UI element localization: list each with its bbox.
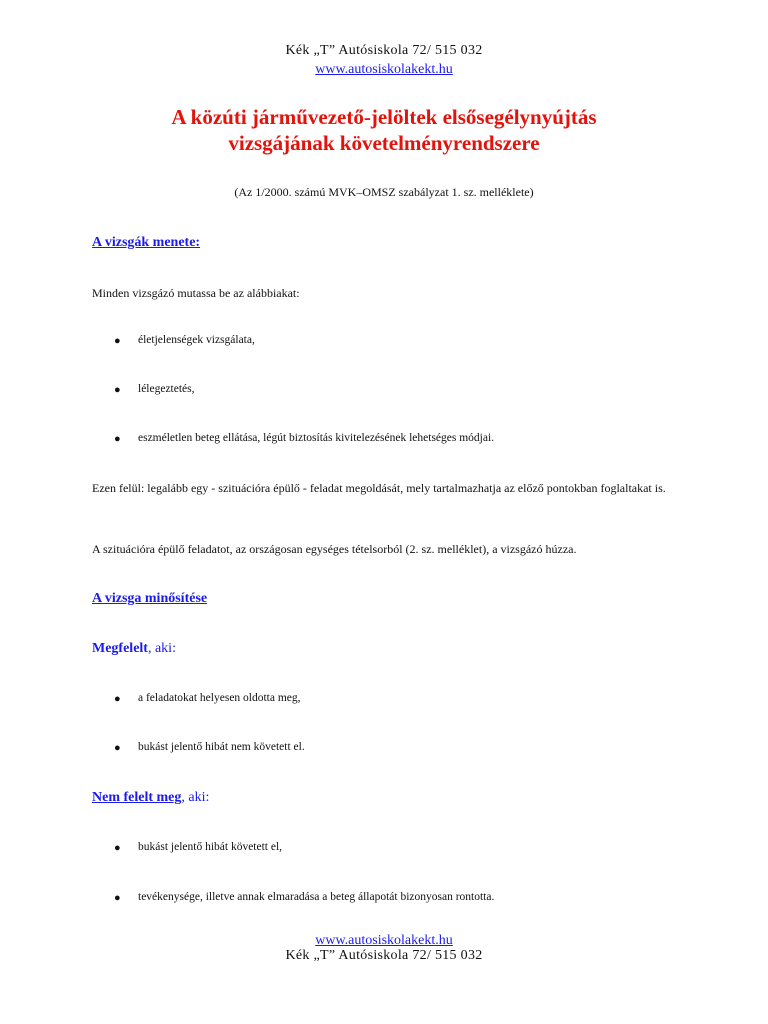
footer-website-container bbox=[0, 931, 768, 949]
grade-failed-label: Nem felelt meg bbox=[92, 790, 182, 805]
list-item: bukást jelentő hibát követett el, bbox=[138, 841, 283, 853]
document-title bbox=[0, 104, 768, 156]
list-item: eszméletlen beteg ellátása, légút biztosítás kivitelezésének lehetséges módjai. bbox=[138, 432, 495, 444]
list-item: tevékenysége, illetve annak elmaradása a beteg állapotát bizonyosan rontotta. bbox=[138, 891, 495, 903]
section-heading-exam-grading: A vizsga minősítése bbox=[92, 591, 208, 606]
grade-failed-heading bbox=[92, 790, 209, 806]
bullet-icon: ● bbox=[114, 892, 121, 904]
header-website-link[interactable]: www.autosiskolakekt.hu bbox=[315, 62, 453, 77]
document-subtitle: (Az 1/2000. számú MVK–OMSZ szabályzat 1. sz. melléklete) bbox=[234, 185, 534, 199]
title-line-1: A közúti járművezető-jelöltek elsősegélynyújtás bbox=[171, 105, 597, 129]
bullet-icon: ● bbox=[114, 384, 121, 396]
list-item: bukást jelentő hibát nem követett el. bbox=[138, 741, 305, 753]
footer-school-line: Kék „T” Autósiskola 72/ 515 032 bbox=[285, 948, 483, 963]
footer-website-link[interactable]: www.autosiskolakekt.hu bbox=[315, 933, 453, 948]
grade-passed-label: Megfelelt bbox=[92, 641, 148, 656]
section1-paragraph-2: A szituációra épülő feladatot, az országosan egységes tételsorból (2. sz. melléklet), a vizsgázó húzza. bbox=[92, 542, 577, 556]
header-school-line: Kék „T” Autósiskola 72/ 515 032 bbox=[285, 43, 483, 58]
bullet-icon: ● bbox=[114, 433, 121, 445]
grade-passed-heading bbox=[92, 641, 176, 657]
bullet-icon: ● bbox=[114, 335, 121, 347]
section-heading-exam-process: A vizsgák menete: bbox=[92, 235, 201, 250]
list-item: lélegeztetés, bbox=[138, 383, 195, 395]
grade-failed-suffix: , aki: bbox=[181, 790, 210, 805]
grade-passed-suffix: , aki: bbox=[147, 641, 176, 656]
list-item: életjelenségek vizsgálata, bbox=[138, 334, 255, 346]
title-line-2: vizsgájának követelményrendszere bbox=[228, 131, 540, 155]
header-website-container bbox=[0, 60, 768, 78]
bullet-icon: ● bbox=[114, 842, 121, 854]
section1-intro: Minden vizsgázó mutassa be az alábbiakat: bbox=[92, 286, 300, 300]
bullet-icon: ● bbox=[114, 742, 121, 754]
list-item: a feladatokat helyesen oldotta meg, bbox=[138, 692, 301, 704]
section1-paragraph-1: Ezen felül: legalább egy - szituációra épülő - feladat megoldását, mely tartalmazhatja az előző pontokban foglaltakat is. bbox=[92, 481, 666, 495]
bullet-icon: ● bbox=[114, 693, 121, 705]
